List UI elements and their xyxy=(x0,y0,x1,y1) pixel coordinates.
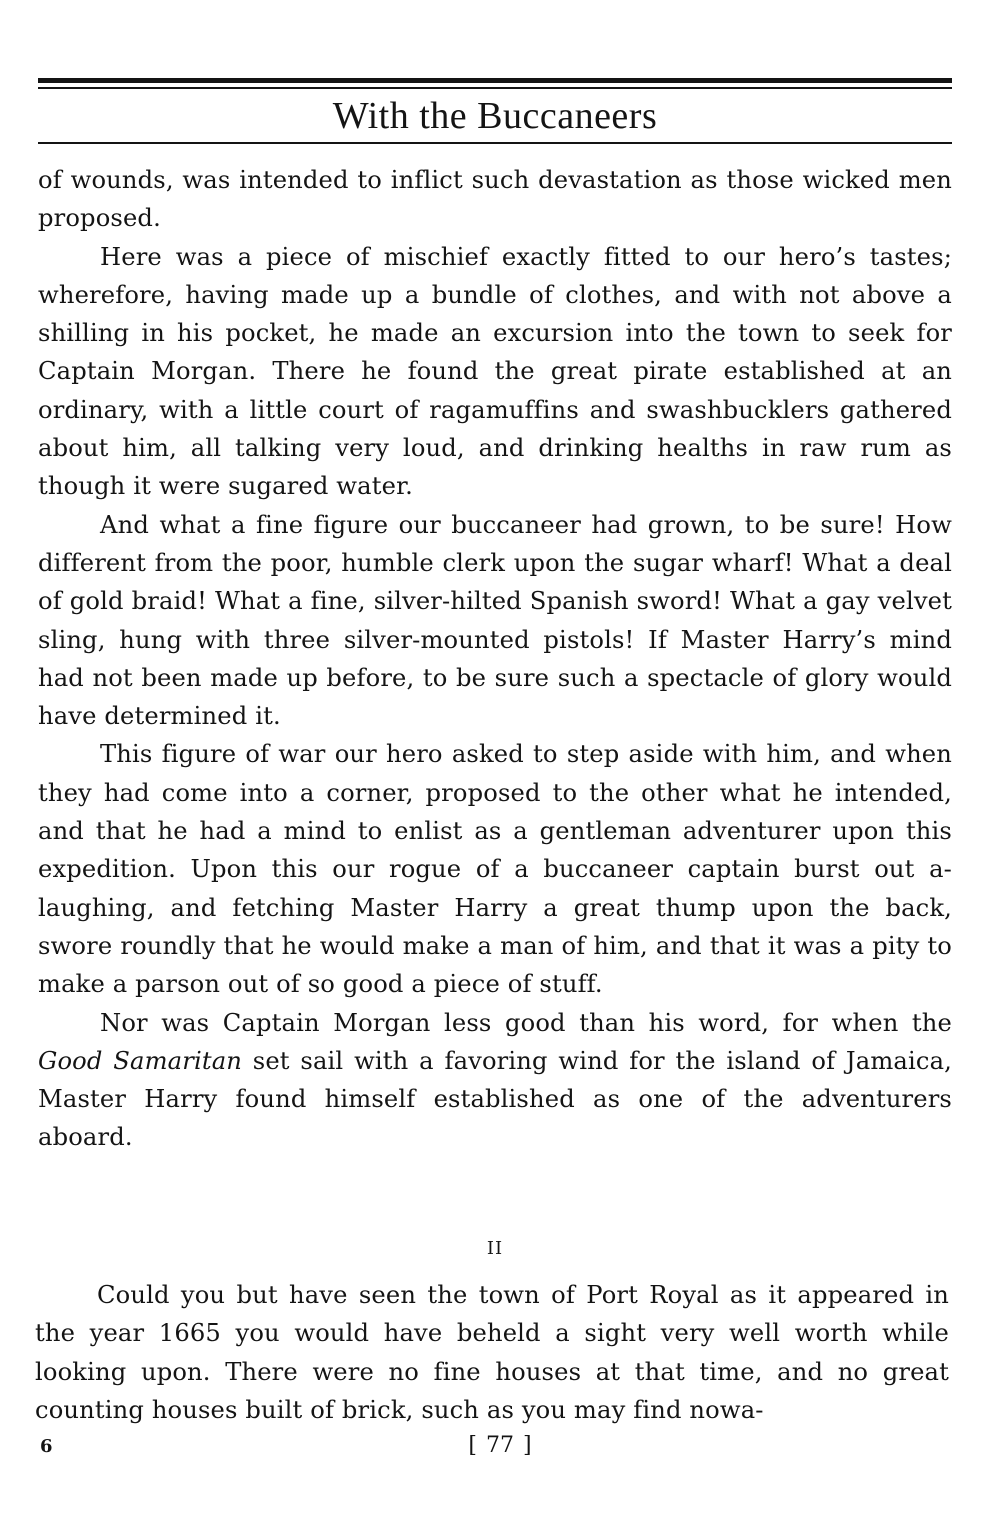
header-double-rule-thick xyxy=(38,78,952,83)
paragraph xyxy=(38,1004,952,1157)
running-head-title: With the Buccaneers xyxy=(332,95,658,137)
header-rule xyxy=(38,142,952,144)
ship-name: Good Samaritan xyxy=(38,1046,242,1075)
paragraph: And what a fine figure our buccaneer had grown, to be sure! How different from the poor, humble clerk upon the sugar wharf! What a deal of gold braid! What a fine, silver-hilted Spanish sword! What a gay velvet sling, hung with three silver-mounted pistols! If Master Harry’s mind had not been made up before, to be sure such a spectacle of glory would have determined it. xyxy=(38,510,952,731)
section-heading: II xyxy=(486,1238,504,1259)
paragraph-text: set sail with a favoring wind for the island of Jamaica, Master Harry found himself established as one of the adventurers aboard. xyxy=(38,1046,952,1152)
section-text xyxy=(35,1276,949,1429)
header-double-rule-thin xyxy=(38,87,952,89)
printer-signature-mark: 6 xyxy=(40,1436,53,1457)
page-number: [ 77 ] xyxy=(468,1433,532,1458)
paragraph: Here was a piece of mischief exactly fitted to our hero’s tastes; wherefore, having made up a bundle of clothes, and with not above a shilling in his pocket, he made an excursion into the town to seek for Captain Morgan. There he found the great pirate established at an ordinary, with a little court of ragamuffins and swashbucklers gathered about him, all talking very loud, and drinking healths in raw rum as though it were sugared water. xyxy=(38,242,952,501)
main-text xyxy=(38,161,952,1157)
paragraph-text: Nor was Captain Morgan less good than his word, for when the xyxy=(100,1008,952,1037)
paragraph-continuation: of wounds, was intended to inflict such devastation as those wicked men proposed. xyxy=(38,166,952,233)
paragraph: Could you but have seen the town of Port Royal as it appeared in the year 1665 you would have beheld a sight very well worth while looking upon. There were no fine houses at that time, and no great counting houses built of brick, such as you may find nowa- xyxy=(35,1281,949,1424)
paragraph: This figure of war our hero asked to step aside with him, and when they had come into a corner, proposed to the other what he intended, and that he had a mind to enlist as a gentleman adventurer upon this expedition. Upon this our rogue of a buccaneer captain burst out a-laughing, and fetching Master Harry a great thump upon the back, swore roundly that he would make a man of him, and that it was a pity to make a parson out of so good a piece of stuff. xyxy=(38,740,952,999)
